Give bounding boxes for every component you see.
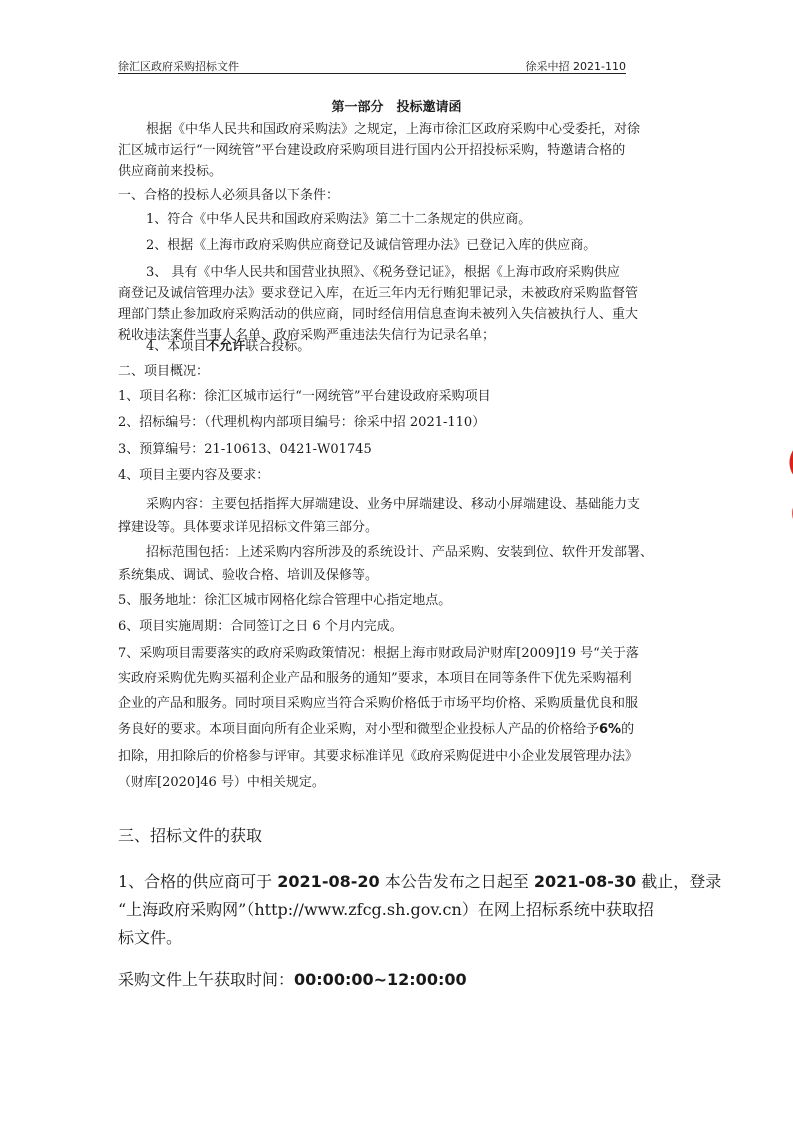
condition-3-line-1: 3、 具有《中华人民共和国营业执照》、《税务登记证》，根据《上海市政府采购供应 <box>146 265 620 280</box>
page-title: 第一部分 投标邀请函 <box>331 100 462 115</box>
condition-4-suffix: 联合投标。 <box>245 339 311 354</box>
procurement-content-line-1: 采购内容：主要包括指挥大屏端建设、业务中屏端建设、移动小屏端建设、基础能力支 <box>146 497 641 512</box>
morning-time-line <box>118 966 678 994</box>
project-name: 1、项目名称：徐汇区城市运行“一网统管”平台建设政府采购项目 <box>118 389 491 404</box>
condition-3-line-2: 商登记及诚信管理办法》要求登记入库，在近三年内无行贿犯罪记录，未被政府采购监督管 <box>118 286 639 301</box>
intro-line-1: 根据《中华人民共和国政府采购法》之规定，上海市徐汇区政府采购中心受委托，对徐 <box>146 122 641 137</box>
policy-line-2: 实政府采购优先购买福利企业产品和服务的通知”要求，本项目在同等条件下优先采购福利 <box>118 671 632 686</box>
policy-line-4-text: 务良好的要求。本项目面向所有企业采购，对小型和微型企业投标人产品的价格给予 <box>118 722 600 737</box>
header-doc-number: 徐采中招 2021-110 <box>525 60 626 73</box>
service-address: 5、服务地址：徐汇区城市网格化综合管理中心指定地点。 <box>118 593 452 608</box>
morning-time-value: 00:00:00~12:00:00 <box>294 970 467 989</box>
policy-line-1: 7、采购项目需要落实的政府采购政策情况：根据上海市财政局沪财库[2009]19 号“关于落 <box>118 646 639 661</box>
acquisition-middle: 本公告发布之日起至 <box>379 872 534 891</box>
acquisition-suffix: 截止，登录 <box>636 872 722 891</box>
start-date: 2021-08-20 <box>277 872 380 891</box>
acquisition-line-3: 标文件。 <box>118 928 183 947</box>
header-doc-title: 徐汇区政府采购招标文件 <box>118 60 239 73</box>
tender-scope-line-2: 系统集成、调试、验收合格、培训及保修等。 <box>118 568 379 583</box>
condition-2: 2、根据《上海市政府采购供应商登记及诚信管理办法》已登记入库的供应商。 <box>146 238 597 253</box>
budget-number: 3、预算编号：21-10613、0421-W01745 <box>118 442 372 457</box>
condition-1: 1、符合《中华人民共和国政府采购法》第二十二条规定的供应商。 <box>146 212 532 227</box>
discount-percent: 6% <box>599 722 622 737</box>
policy-line-3: 企业的产品和服务。同时项目采购应当符合采购价格低于市场平均价格、采购质量优良和服 <box>118 696 639 711</box>
implementation-period: 6、项目实施周期：合同签订之日 6 个月内完成。 <box>118 619 403 634</box>
section3-heading: 三、招标文件的获取 <box>118 826 263 845</box>
tender-number: 2、招标编号：（代理机构内部项目编号：徐采中招 2021-110） <box>118 415 486 430</box>
acquisition-line-1 <box>118 868 722 896</box>
main-content-heading: 4、项目主要内容及要求： <box>118 468 270 483</box>
tender-scope-line-1: 招标范围包括：上述采购内容所涉及的系统设计、产品采购、安装到位、软件开发部署、 <box>146 545 654 560</box>
condition-4 <box>146 336 706 357</box>
header-rule <box>118 73 626 74</box>
procurement-content-line-2: 撑建设等。具体要求详见招标文件第三部分。 <box>118 520 379 535</box>
acquisition-line-2: “上海政府采购网”（http://www.zfcg.sh.gov.cn）在网上招标系统中获取招 <box>118 900 654 919</box>
condition-4-emphasis: 不允许 <box>206 339 246 354</box>
condition-4-prefix: 4、本项目 <box>146 339 207 354</box>
page-header <box>118 54 626 74</box>
policy-line-4 <box>118 719 678 740</box>
acquisition-prefix: 1、合格的供应商可于 <box>118 872 278 891</box>
end-date: 2021-08-30 <box>533 872 637 891</box>
morning-time-label: 采购文件上午获取时间： <box>118 970 295 989</box>
condition-3-line-4: 税收违法案件当事人名单、政府采购严重违法失信行为记录名单； <box>118 328 496 343</box>
policy-line-5: 扣除，用扣除后的价格参与评审。其要求标准详见《政府采购促进中小企业发展管理办法》 <box>118 749 639 764</box>
condition-3-line-3: 理部门禁止参加政府采购活动的供应商，同时经信用信息查询未被列入失信被执行人、重大 <box>118 307 639 322</box>
intro-line-3: 供应商前来投标。 <box>118 164 223 179</box>
intro-line-2: 汇区城市运行“一网统管”平台建设政府采购项目进行国内公开招投标采购，特邀请合格的 <box>118 143 626 158</box>
policy-line-4-suffix: 的 <box>621 722 635 737</box>
section1-heading: 一、合格的投标人必须具备以下条件： <box>118 188 340 203</box>
policy-line-6: （财库[2020]46 号）中相关规定。 <box>118 775 325 790</box>
section2-heading: 二、项目概况： <box>118 364 210 379</box>
red-seal-fragment <box>779 436 793 536</box>
